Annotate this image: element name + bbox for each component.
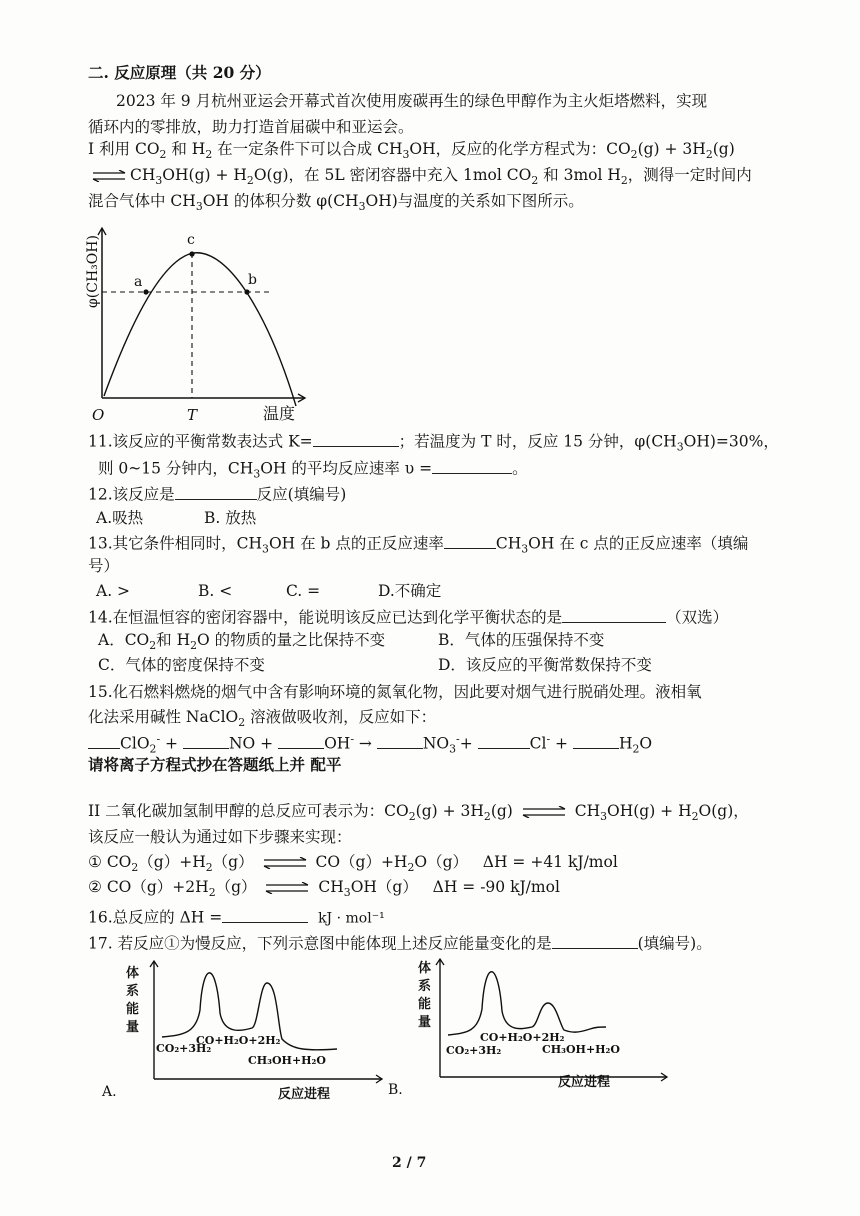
q15-line-1: 15.化石燃料燃烧的烟气中含有影响环境的氮氧化物，因此要对烟气进行脱硝处理。液相氧 <box>88 683 702 701</box>
q14-option-d: D．该反应的平衡常数保持不变 <box>438 656 652 674</box>
point-c-label: c <box>187 232 195 248</box>
q16-line: 16.总反应的 ΔH = kJ · mol⁻¹ <box>88 906 385 927</box>
graph-b-xlabel: 反应进程 <box>558 1075 611 1090</box>
part2-line-2: 该反应一般认为通过如下步骤来实现： <box>88 828 352 846</box>
graph-a-option: A. <box>102 1084 117 1100</box>
point-b-dot <box>244 289 249 294</box>
intro-line-2: 循环内的零排放，助力打造首届碳中和亚运会。 <box>88 118 414 136</box>
q15-instruction: 请将离子方程式抄在答题纸上并 配平 <box>88 755 342 774</box>
graph-a-label-left: CO₂+3H₂ <box>156 1042 212 1055</box>
q15-coef-6[interactable] <box>573 732 619 749</box>
q15-coef-2[interactable] <box>183 732 229 749</box>
curve <box>104 253 296 406</box>
equilibrium-arrow-icon <box>521 806 567 818</box>
graph-b-label-mid: CO+H₂O+2H₂ <box>480 1031 565 1044</box>
point-a-label: a <box>134 274 143 290</box>
x-axis-label: 温度 <box>263 404 296 423</box>
point-c-dot <box>189 251 194 256</box>
q11-blank-rate[interactable] <box>432 457 512 474</box>
reaction-2: ② $CO(g)+2H_2(g)$ $CH_3OH(g)$ ΔH = -90 kJ/mol <box>88 878 560 900</box>
reaction-1: ① $CO_2(g)+H_2(g)$ $CO(g)+H_2O(g)$ ΔH = +41 kJ/mol <box>88 853 618 875</box>
graph-b-label-right: CH₃OH+H₂O <box>542 1043 620 1056</box>
q13-line-1: 13.其它条件相同时，$CH_3OH$ 在 b 点的正反应速率 $CH_3OH$ 在 c 点的正反应速率（填编 <box>88 532 748 553</box>
q14-option-a: A．$CO_2$和 $H_2O$ 的物质的量之比保持不变 <box>98 631 386 653</box>
point-b-label: b <box>248 272 257 288</box>
q15-coef-5[interactable] <box>478 732 530 749</box>
part1-line-3: 混合气体中 $CH_3OH$ 的体积分数 $\varphi(CH_3OH)$与温度的关系如下图所示。 <box>88 192 584 214</box>
section-title: 二. 反应原理（共 20 分） <box>88 63 271 82</box>
q14-option-b: B．气体的压强保持不变 <box>438 631 605 649</box>
q13-option-b: B. < <box>198 582 233 600</box>
q15-line-2: 化法采用碱性 NaClO$_2$ 溶液做吸收剂，反应如下： <box>88 708 437 730</box>
q13-line-2: 号） <box>88 557 120 575</box>
q15-equation: ClO$_2$- + NO + $OH^- \to NO_3^-+ Cl^- + H_2O$ <box>88 732 652 753</box>
q13-option-c: C. = <box>286 582 321 600</box>
graph-b-curve <box>448 972 606 1035</box>
part1-line-2: $CH_3OH(g) + H_2O(g)$，在 5L 密闭容器中充入 1mol $CO_2$ 和 3mol $H_2$，测得一定时间内 <box>88 166 752 185</box>
q13-blank[interactable] <box>444 532 496 549</box>
q12-option-a: A.吸热 <box>96 509 144 527</box>
graph-a-label-right: CH₃OH+H₂O <box>248 1054 326 1067</box>
q14-line: 14.在恒温恒容的密闭容器中，能说明该反应已达到化学平衡状态的是 （双选） <box>88 606 728 627</box>
page-number: 2 / 7 <box>392 1155 427 1171</box>
q13-option-a: A. > <box>96 582 131 600</box>
tick-T-label: T <box>187 406 198 424</box>
graph-a-xlabel: 反应进程 <box>278 1087 331 1102</box>
q12-blank[interactable] <box>175 483 257 500</box>
equilibrium-arrow-icon <box>264 882 310 894</box>
graph-a-ylabel-vertical: 体系能量 <box>126 966 140 1035</box>
point-a-dot <box>143 289 148 294</box>
graph-b-ylabel-vertical: 体系能量 <box>418 961 432 1030</box>
q15-coef-3[interactable] <box>278 732 324 749</box>
graph-a-label-mid: CO+H₂O+2H₂ <box>196 1034 281 1047</box>
q11-line-2: 则 0~15 分钟内，$CH_3OH$ 的平均反应速率 υ = 。 <box>98 457 528 478</box>
q12-option-b: B. 放热 <box>204 509 257 527</box>
q11-line-1: 11.该反应的平衡常数表达式 K= ；若温度为 T 时，反应 15 分钟，$\varphi(CH_3OH)=30\%$， <box>88 430 779 451</box>
y-axis-label: φ(CH₃OH) <box>85 235 101 308</box>
intro-line-1: 2023 年 9 月杭州亚运会开幕式首次使用废碳再生的绿色甲醇作为主火炬塔燃料，实现 <box>116 92 708 110</box>
equilibrium-arrow-icon <box>262 857 308 869</box>
equilibrium-arrow-icon <box>91 170 127 182</box>
q16-blank[interactable] <box>222 906 308 923</box>
q13-option-d: D.不确定 <box>378 582 442 600</box>
graph-b-option: B. <box>388 1082 403 1098</box>
origin-label: O <box>92 406 105 424</box>
q15-coef-1[interactable] <box>88 732 120 749</box>
q14-blank[interactable] <box>562 606 666 623</box>
q15-coef-4[interactable] <box>377 732 423 749</box>
q17-blank[interactable] <box>552 932 638 949</box>
temperature-graph <box>80 220 320 425</box>
part2-line-1: II 二氧化碳加氢制甲醇的总反应可表示为：$CO_2(g) + 3H_2(g) CH_3OH(g) + H_2O(g)$， <box>88 802 749 824</box>
q17-line: 17. 若反应①为慢反应，下列示意图中能体现上述反应能量变化的是 (填编号)。 <box>88 932 712 953</box>
q12-line: 12.该反应是 反应(填编号) <box>88 483 346 504</box>
part1-line-1: I 利用 $CO_2$ 和 $H_2$ 在一定条件下可以合成 $CH_3OH$，反应的化学方程式为：$CO_2(g) + 3H_2(g)$ <box>88 140 735 162</box>
graph-b-label-left: CO₂+3H₂ <box>446 1044 502 1057</box>
q14-option-c: C．气体的密度保持不变 <box>98 656 265 674</box>
q11-blank-k[interactable] <box>313 430 399 447</box>
